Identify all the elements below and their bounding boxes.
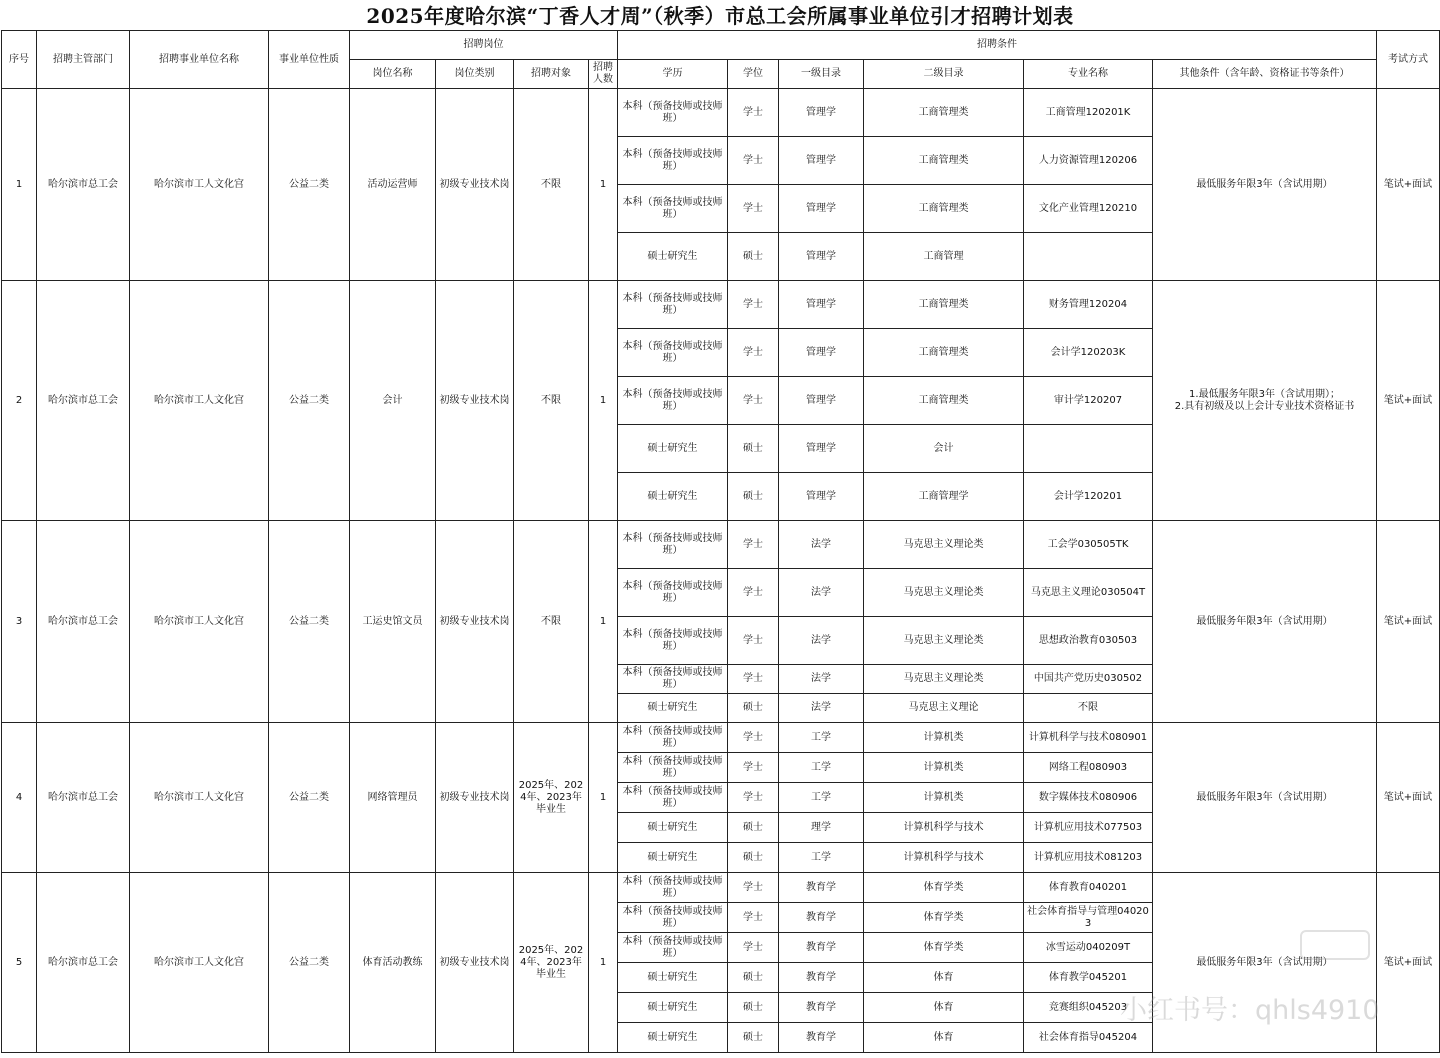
cell-degree: 硕士 [728,993,779,1023]
cell-education: 硕士研究生 [618,813,728,843]
cell-education: 硕士研究生 [618,473,728,521]
cell-education: 本科（预备技师或技师班） [618,783,728,813]
cell-level2: 体育 [864,1023,1024,1053]
header-unit: 招聘事业单位名称 [130,31,269,89]
cell-degree: 学士 [728,933,779,963]
cell-degree: 硕士 [728,1023,779,1053]
cell-level1: 法学 [779,569,864,617]
cell-level2: 工商管理类 [864,89,1024,137]
cell-degree: 学士 [728,377,779,425]
cell-level1: 管理学 [779,329,864,377]
header-seq: 序号 [2,31,37,89]
cell-unit-type: 公益二类 [269,281,350,521]
cell-degree: 硕士 [728,694,779,723]
cell-unit: 哈尔滨市工人文化宫 [130,521,269,723]
cell-education: 本科（预备技师或技师班） [618,903,728,933]
cell-major: 冰雪运动040209T [1024,933,1153,963]
cell-post-name: 会计 [350,281,436,521]
cell-degree: 学士 [728,873,779,903]
cell-level2: 会计 [864,425,1024,473]
cell-education: 硕士研究生 [618,963,728,993]
cell-degree: 硕士 [728,425,779,473]
cell-level1: 管理学 [779,89,864,137]
cell-major: 计算机应用技术077503 [1024,813,1153,843]
cell-degree: 硕士 [728,963,779,993]
cell-exam: 笔试+面试 [1377,873,1440,1053]
cell-major: 网络工程080903 [1024,753,1153,783]
cell-unit-type: 公益二类 [269,521,350,723]
page-title: 2025年度哈尔滨“丁香人才周”（秋季）市总工会所属事业单位引才招聘计划表 [366,4,1074,28]
table-row [2,521,1440,569]
cell-degree: 学士 [728,137,779,185]
cell-level1: 工学 [779,723,864,753]
cell-level2: 工商管理类 [864,185,1024,233]
cell-degree: 学士 [728,783,779,813]
cell-other-conditions: 最低服务年限3年（含试用期） [1153,521,1377,723]
cell-major: 马克思主义理论030504T [1024,569,1153,617]
cell-level2: 体育 [864,963,1024,993]
header-level2: 二级目录 [864,60,1024,89]
cell-level2: 工商管理类 [864,281,1024,329]
cell-level1: 工学 [779,843,864,873]
cell-education: 硕士研究生 [618,694,728,723]
cell-level1: 法学 [779,617,864,665]
cell-education: 硕士研究生 [618,1023,728,1053]
cell-level2: 马克思主义理论类 [864,665,1024,694]
cell-level1: 工学 [779,753,864,783]
cell-education: 本科（预备技师或技师班） [618,569,728,617]
cell-level2: 体育学类 [864,903,1024,933]
cell-major: 工会学030505TK [1024,521,1153,569]
cell-target: 2025年、2024年、2023年毕业生 [514,723,589,873]
cell-level2: 马克思主义理论类 [864,521,1024,569]
cell-education: 本科（预备技师或技师班） [618,933,728,963]
cell-level1: 理学 [779,813,864,843]
cell-count: 1 [589,281,618,521]
cell-dept: 哈尔滨市总工会 [37,521,130,723]
cell-other-conditions: 最低服务年限3年（含试用期） [1153,873,1377,1053]
cell-level2: 马克思主义理论 [864,694,1024,723]
cell-major: 文化产业管理120210 [1024,185,1153,233]
cell-target: 2025年、2024年、2023年毕业生 [514,873,589,1053]
header-other: 其他条件（含年龄、资格证书等条件） [1153,60,1377,89]
cell-level1: 管理学 [779,281,864,329]
cell-education: 本科（预备技师或技师班） [618,185,728,233]
cell-degree: 硕士 [728,813,779,843]
cell-education: 本科（预备技师或技师班） [618,89,728,137]
cell-level2: 计算机科学与技术 [864,813,1024,843]
cell-education: 本科（预备技师或技师班） [618,281,728,329]
header-unit-type: 事业单位性质 [269,31,350,89]
cell-dept: 哈尔滨市总工会 [37,873,130,1053]
cell-post-category: 初级专业技术岗 [436,723,514,873]
cell-level2: 计算机科学与技术 [864,843,1024,873]
cell-level1: 教育学 [779,903,864,933]
cell-level2: 体育 [864,993,1024,1023]
cell-exam: 笔试+面试 [1377,521,1440,723]
cell-major: 工商管理120201K [1024,89,1153,137]
cell-education: 本科（预备技师或技师班） [618,873,728,903]
cell-degree: 学士 [728,665,779,694]
cell-degree: 学士 [728,617,779,665]
cell-major: 思想政治教育030503 [1024,617,1153,665]
cell-seq: 3 [2,521,37,723]
cell-degree: 学士 [728,329,779,377]
cell-seq: 4 [2,723,37,873]
header-major: 专业名称 [1024,60,1153,89]
cell-level1: 法学 [779,694,864,723]
cell-post-name: 工运史馆文员 [350,521,436,723]
cell-unit: 哈尔滨市工人文化宫 [130,873,269,1053]
cell-major: 财务管理120204 [1024,281,1153,329]
cell-seq: 5 [2,873,37,1053]
header-post-category: 岗位类别 [436,60,514,89]
cell-unit: 哈尔滨市工人文化宫 [130,281,269,521]
cell-level2: 马克思主义理论类 [864,617,1024,665]
cell-post-category: 初级专业技术岗 [436,521,514,723]
cell-unit-type: 公益二类 [269,723,350,873]
cell-unit-type: 公益二类 [269,89,350,281]
cell-level1: 教育学 [779,1023,864,1053]
cell-other-conditions: 1.最低服务年限3年（含试用期）； 2.具有初级及以上会计专业技术资格证书 [1153,281,1377,521]
cell-other-conditions: 最低服务年限3年（含试用期） [1153,89,1377,281]
cell-major: 竞赛组织045203 [1024,993,1153,1023]
header-target: 招聘对象 [514,60,589,89]
cell-degree: 学士 [728,185,779,233]
cell-level2: 马克思主义理论类 [864,569,1024,617]
cell-level1: 教育学 [779,873,864,903]
cell-post-category: 初级专业技术岗 [436,873,514,1053]
cell-degree: 硕士 [728,233,779,281]
cell-education: 本科（预备技师或技师班） [618,329,728,377]
cell-major: 体育教学045201 [1024,963,1153,993]
table-row [2,873,1440,903]
cell-post-name: 体育活动教练 [350,873,436,1053]
cell-degree: 学士 [728,281,779,329]
header-exam: 考试方式 [1377,31,1440,89]
cell-degree: 硕士 [728,473,779,521]
cell-education: 硕士研究生 [618,843,728,873]
cell-exam: 笔试+面试 [1377,281,1440,521]
cell-level1: 工学 [779,783,864,813]
cell-degree: 学士 [728,753,779,783]
cell-post-name: 活动运营师 [350,89,436,281]
header-post-name: 岗位名称 [350,60,436,89]
cell-level1: 法学 [779,521,864,569]
watermark-logo [1300,930,1370,960]
cell-education: 硕士研究生 [618,233,728,281]
header-level1: 一级目录 [779,60,864,89]
cell-major: 中国共产党历史030502 [1024,665,1153,694]
cell-major: 计算机科学与技术080901 [1024,723,1153,753]
cell-exam: 笔试+面试 [1377,89,1440,281]
cell-level2: 体育学类 [864,933,1024,963]
header-post-group: 招聘岗位 [350,31,618,60]
cell-level2: 工商管理类 [864,329,1024,377]
plan-body [2,89,1440,1053]
cell-level1: 管理学 [779,473,864,521]
cell-major: 社会体育指导与管理040203 [1024,903,1153,933]
header-condition-group: 招聘条件 [618,31,1377,60]
cell-major: 审计学120207 [1024,377,1153,425]
cell-education: 本科（预备技师或技师班） [618,753,728,783]
cell-level1: 教育学 [779,993,864,1023]
cell-post-category: 初级专业技术岗 [436,89,514,281]
cell-major: 数字媒体技术080906 [1024,783,1153,813]
cell-major: 社会体育指导045204 [1024,1023,1153,1053]
header-count: 招聘人数 [589,60,618,89]
table-row [2,89,1440,137]
cell-level2: 体育学类 [864,873,1024,903]
cell-education: 本科（预备技师或技师班） [618,723,728,753]
cell-level2: 计算机类 [864,753,1024,783]
cell-major: 会计学120201 [1024,473,1153,521]
cell-count: 1 [589,723,618,873]
cell-dept: 哈尔滨市总工会 [37,89,130,281]
cell-level1: 管理学 [779,233,864,281]
cell-level2: 工商管理学 [864,473,1024,521]
cell-education: 本科（预备技师或技师班） [618,377,728,425]
cell-seq: 1 [2,89,37,281]
cell-education: 本科（预备技师或技师班） [618,665,728,694]
cell-education: 本科（预备技师或技师班） [618,617,728,665]
table-row [2,281,1440,329]
cell-count: 1 [589,873,618,1053]
cell-count: 1 [589,89,618,281]
cell-degree: 学士 [728,903,779,933]
cell-degree: 学士 [728,521,779,569]
recruitment-plan-table [1,30,1440,1053]
cell-dept: 哈尔滨市总工会 [37,281,130,521]
cell-post-name: 网络管理员 [350,723,436,873]
cell-target: 不限 [514,89,589,281]
cell-unit-type: 公益二类 [269,873,350,1053]
cell-degree: 学士 [728,89,779,137]
header-degree: 学位 [728,60,779,89]
cell-unit: 哈尔滨市工人文化宫 [130,89,269,281]
cell-major: 计算机应用技术081203 [1024,843,1153,873]
table-row [2,723,1440,753]
cell-level1: 法学 [779,665,864,694]
cell-count: 1 [589,521,618,723]
cell-other-conditions: 最低服务年限3年（含试用期） [1153,723,1377,873]
cell-education: 本科（预备技师或技师班） [618,137,728,185]
header-dept: 招聘主管部门 [37,31,130,89]
cell-level1: 管理学 [779,185,864,233]
cell-major: 不限 [1024,694,1153,723]
cell-major [1024,425,1153,473]
cell-degree: 学士 [728,723,779,753]
cell-level1: 教育学 [779,963,864,993]
cell-level2: 工商管理类 [864,377,1024,425]
cell-exam: 笔试+面试 [1377,723,1440,873]
cell-major: 会计学120203K [1024,329,1153,377]
cell-major [1024,233,1153,281]
cell-level1: 管理学 [779,377,864,425]
cell-education: 硕士研究生 [618,425,728,473]
cell-dept: 哈尔滨市总工会 [37,723,130,873]
cell-seq: 2 [2,281,37,521]
cell-level2: 工商管理类 [864,137,1024,185]
cell-major: 体育教育040201 [1024,873,1153,903]
cell-target: 不限 [514,281,589,521]
cell-post-category: 初级专业技术岗 [436,281,514,521]
cell-level2: 工商管理 [864,233,1024,281]
cell-degree: 学士 [728,569,779,617]
cell-degree: 硕士 [728,843,779,873]
cell-education: 硕士研究生 [618,993,728,1023]
cell-unit: 哈尔滨市工人文化宫 [130,723,269,873]
cell-level2: 计算机类 [864,723,1024,753]
cell-level1: 管理学 [779,137,864,185]
cell-major: 人力资源管理120206 [1024,137,1153,185]
cell-target: 不限 [514,521,589,723]
watermark: 小红书号：qhls4910 [1120,995,1380,1026]
cell-level1: 教育学 [779,933,864,963]
cell-education: 本科（预备技师或技师班） [618,521,728,569]
cell-level1: 管理学 [779,425,864,473]
cell-level2: 计算机类 [864,783,1024,813]
header-education: 学历 [618,60,728,89]
